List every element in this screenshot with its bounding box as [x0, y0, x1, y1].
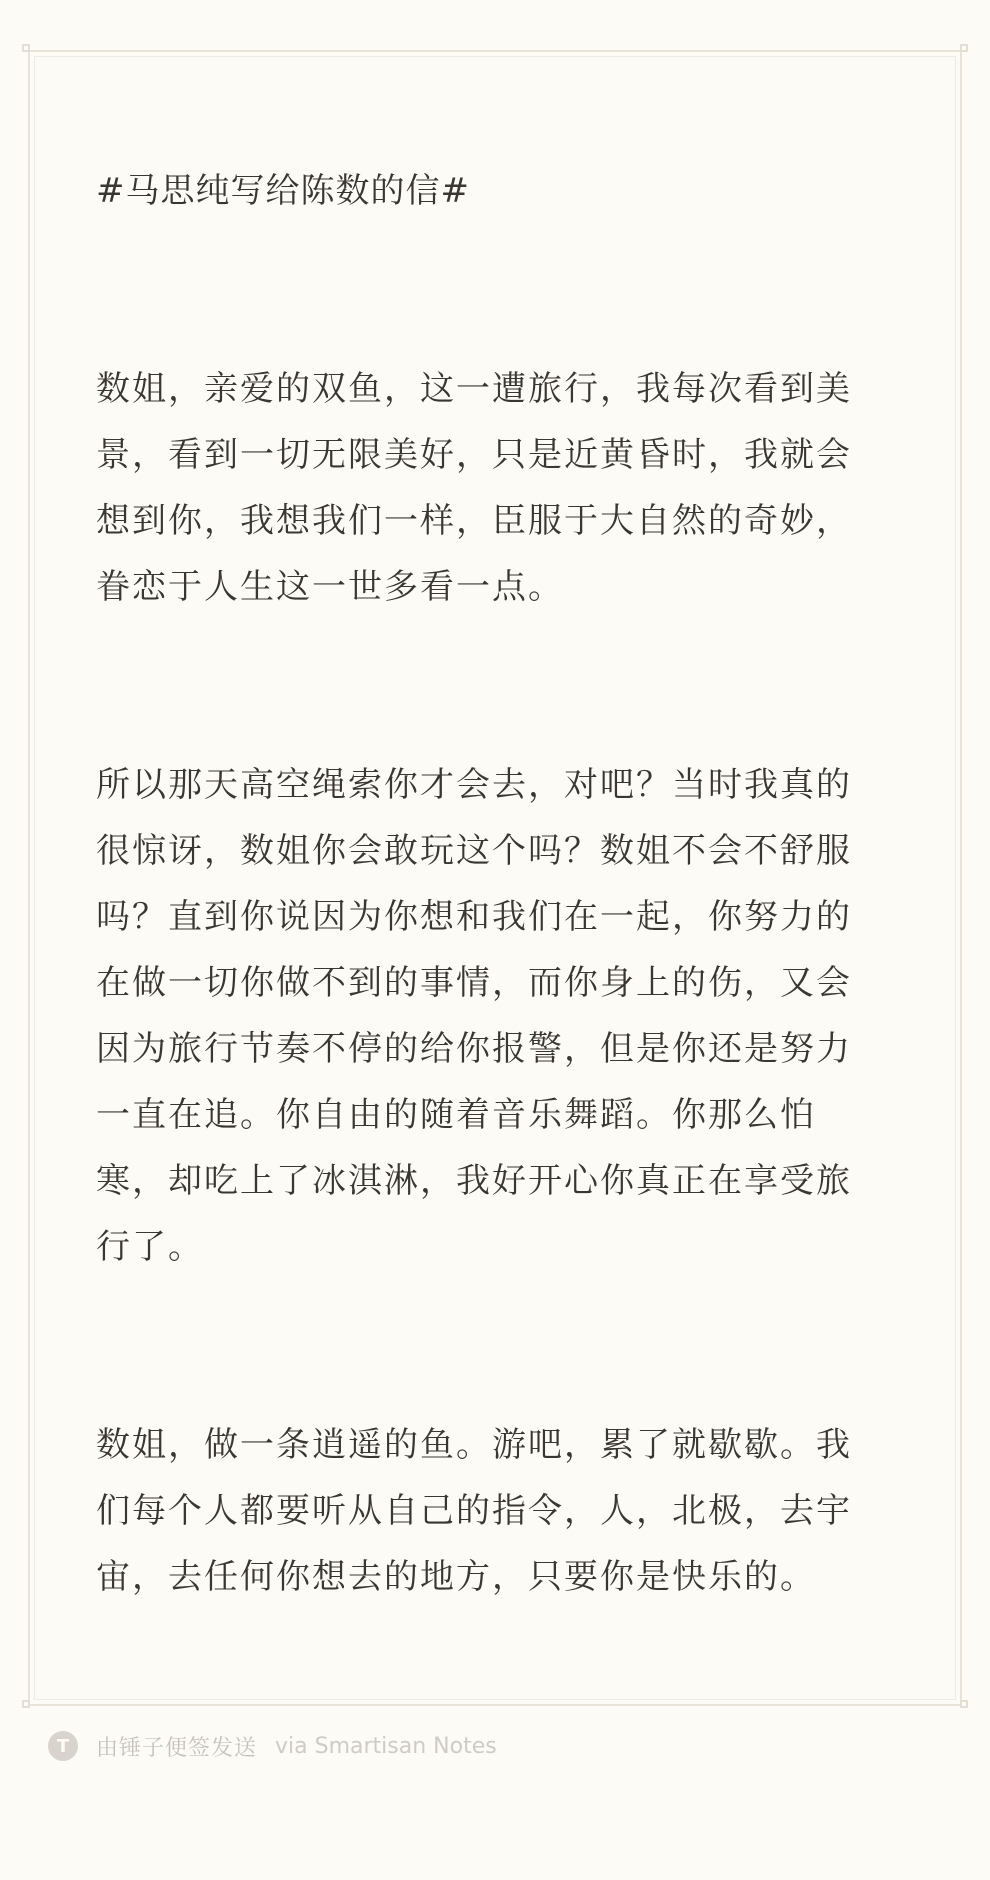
note-paragraph-1: 数姐，亲爱的双鱼，这一遭旅行，我每次看到美景，看到一切无限美好，只是近黄昏时，我就会想到你，我想我们一样，臣服于大自然的奇妙，眷恋于人生这一世多看一点。	[96, 369, 852, 607]
footer-sent-by: 由锤子便签发送	[96, 1735, 258, 1761]
note-body	[96, 158, 876, 1610]
note-title: #马思纯写给陈数的信#	[96, 171, 470, 211]
note-paragraph-3: 数姐，做一条逍遥的鱼。游吧，累了就歇歇。我们每个人都要听从自己的指令，人，北极，去宇宙，去任何你想去的地方，只要你是快乐的。	[96, 1425, 852, 1597]
corner-ornament	[960, 1700, 968, 1708]
note-paragraph-2: 所以那天高空绳索你才会去，对吧？当时我真的很惊讶，数姐你会敢玩这个吗？数姐不会不舒服吗？直到你说因为你想和我们在一起，你努力的在做一切你做不到的事情，而你身上的伤，又会因为旅行节奏不停的给你报警，但是你还是努力一直在追。你自由的随着音乐舞蹈。你那么怕寒，却吃上了冰淇淋，我好开心你真正在享受旅行了。	[96, 765, 852, 1267]
footer-attribution	[48, 1728, 497, 1764]
corner-ornament	[22, 44, 30, 52]
corner-ornament	[22, 1700, 30, 1708]
corner-ornament	[960, 44, 968, 52]
smartisan-notes-icon: T	[48, 1731, 78, 1761]
footer-via: via Smartisan Notes	[275, 1733, 497, 1759]
